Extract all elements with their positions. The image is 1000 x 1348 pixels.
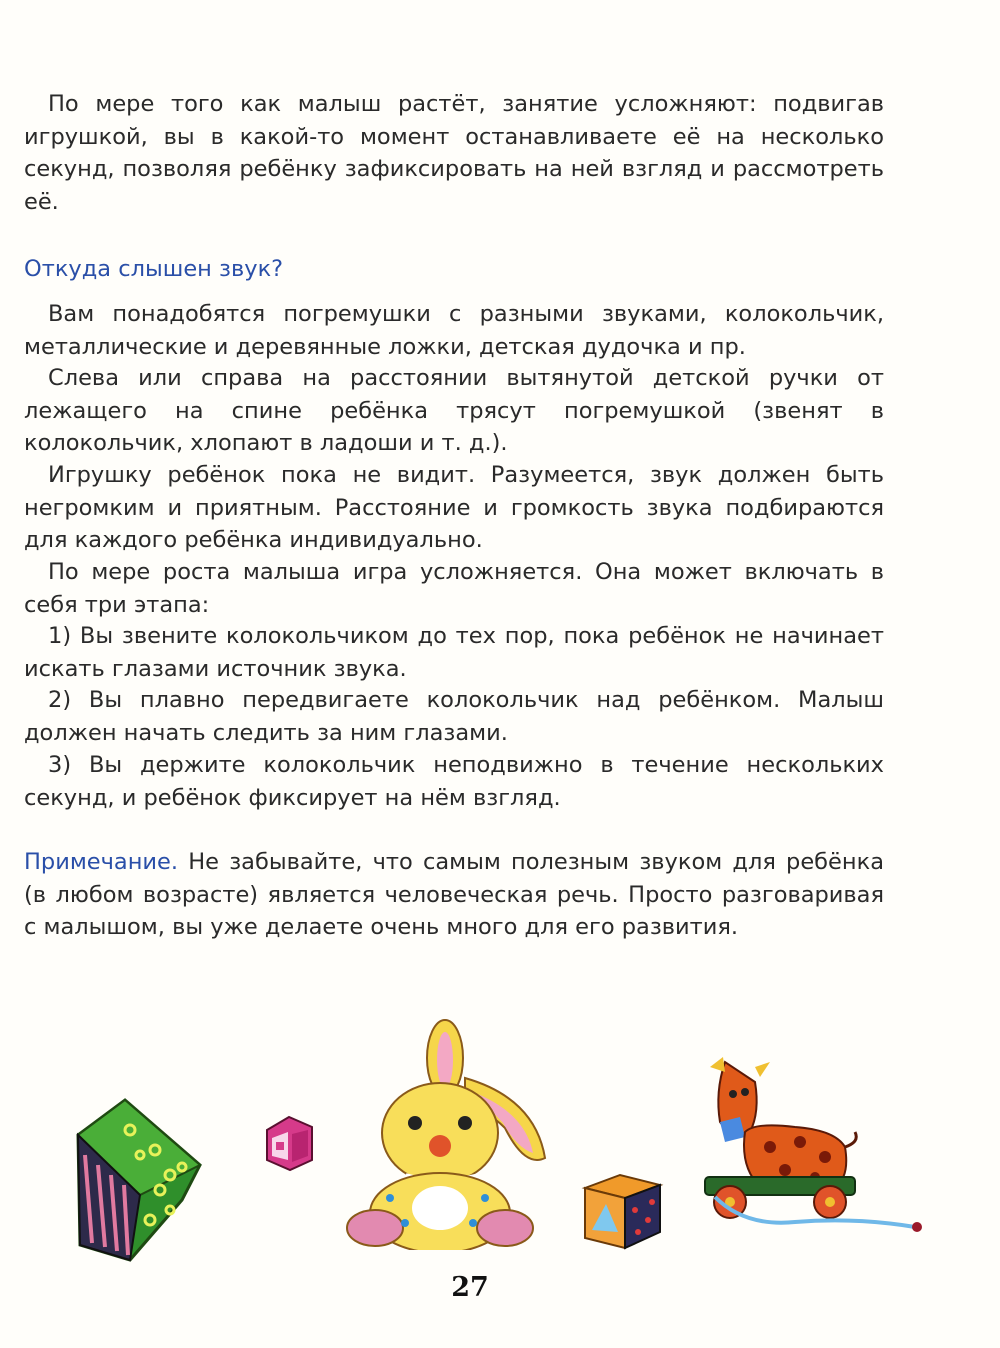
- list-item-2: 2) Вы плавно передвигаете колокольчик над ребёнком. Малыш должен начать следить за ним глазами.: [24, 687, 884, 746]
- green-pillow-toy-illustration: [70, 1095, 205, 1265]
- toy-calf-on-wheels-illustration: [685, 1052, 930, 1242]
- section-heading: Откуда слышен звук?: [24, 256, 284, 282]
- paragraph-4: Игрушку ребёнок пока не видит. Разумеется, звук должен быть негромким и приятным. Расстояние и громкость звука подбираются для каждого ребёнка индивидуально.: [24, 462, 884, 553]
- list-item-3: 3) Вы держите колокольчик неподвижно в течение нескольких секунд, и ребёнок фиксирует на нём взгляд.: [24, 752, 884, 811]
- note-paragraph: [24, 846, 884, 944]
- note-text: Не забывайте, что самым полезным звуком для ребёнка (в любом возрасте) является человеческая речь. Просто разговаривая с малышом, вы уже делаете очень много для его развития.: [24, 849, 884, 940]
- orange-cube-illustration: [580, 1170, 665, 1252]
- paragraph-5: По мере роста малыша игра усложняется. Она может включать в себя три этапа:: [24, 559, 884, 618]
- note-label: Примечание.: [24, 849, 179, 875]
- yellow-bunny-toy-illustration: [345, 1018, 555, 1250]
- small-pink-cube-illustration: [262, 1112, 317, 1174]
- page-number: 27: [451, 1272, 489, 1303]
- paragraph-3: Слева или справа на расстоянии вытянутой детской ручки от лежащего на спине ребёнка трясут погремушкой (звенят в колокольчик, хлопают в ладоши и т. д.).: [24, 365, 884, 456]
- list-item-1: 1) Вы звените колокольчиком до тех пор, пока ребёнок не начинает искать глазами источник звука.: [24, 623, 884, 682]
- paragraph-1: По мере того как малыш растёт, занятие усложняют: подвигав игрушкой, вы в какой-то момент останавливаете её на несколько секунд, позволяя ребёнку зафиксировать на ней взгляд и рассмотреть её.: [24, 91, 884, 215]
- paragraph-2: Вам понадобятся погремушки с разными звуками, колокольчик, металлические и деревянные ложки, детская дудочка и пр.: [24, 301, 884, 360]
